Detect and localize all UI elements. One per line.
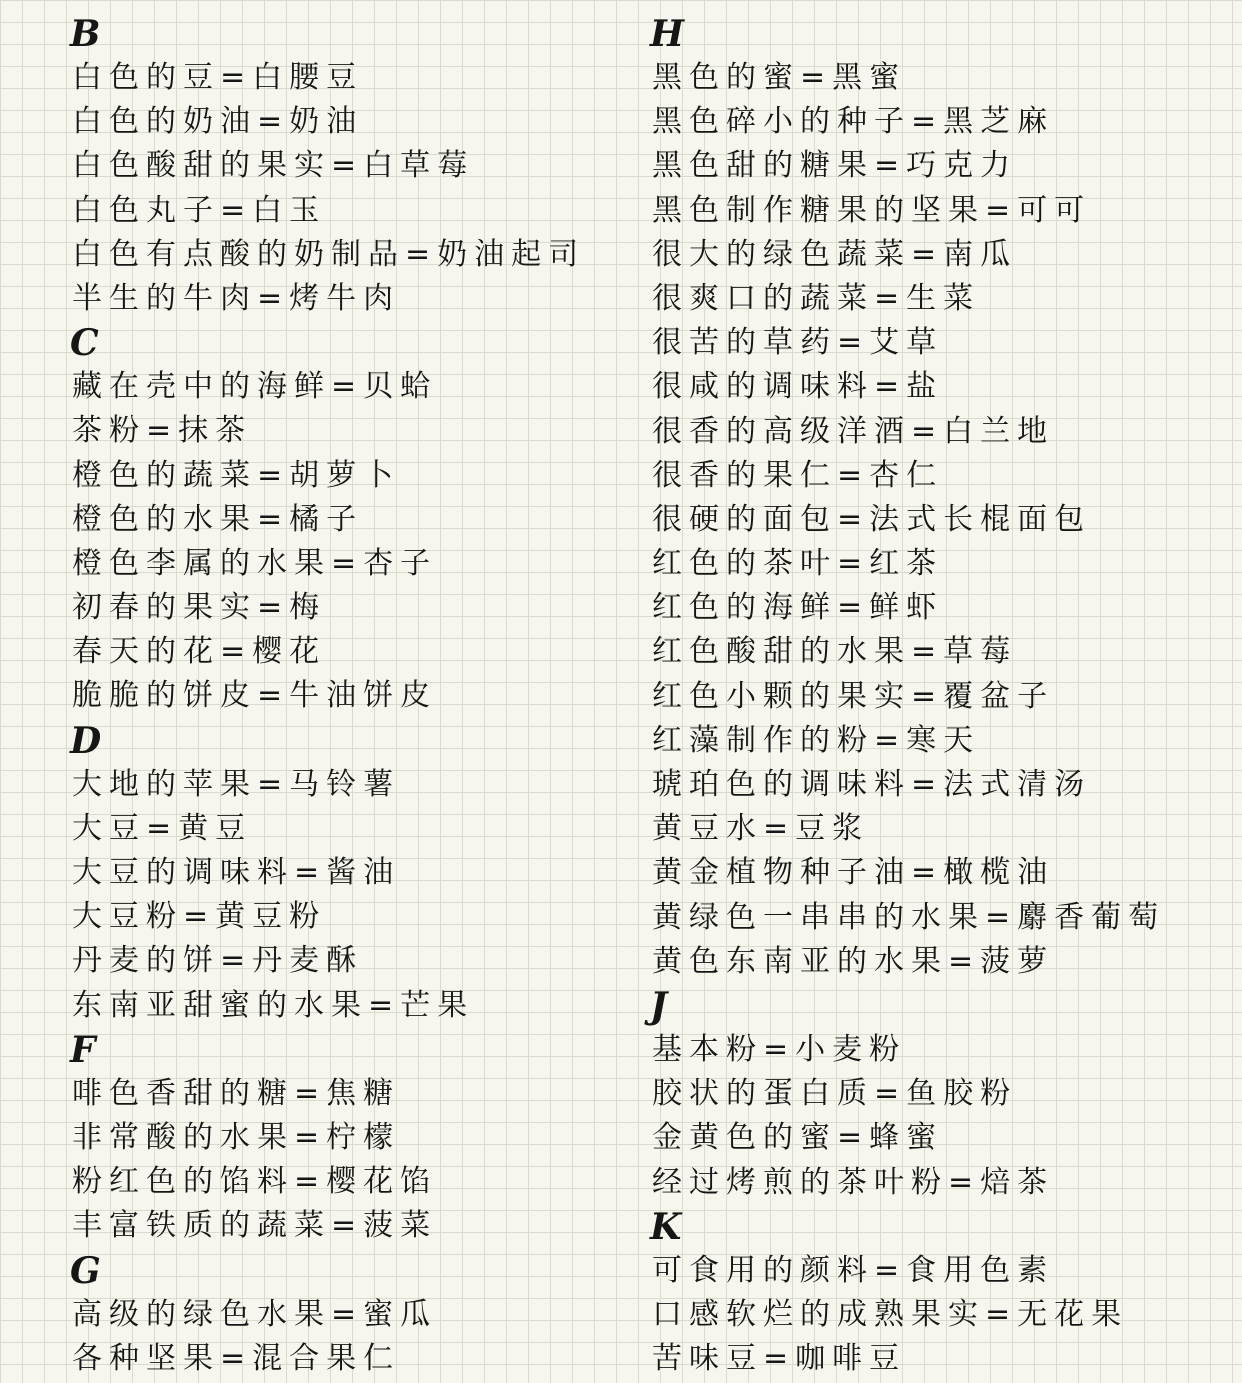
- section-c: [68, 321, 628, 719]
- list-item: 可食用的颜料=食用色素: [652, 1252, 1055, 1288]
- list-item: 大豆粉=黄豆粉: [72, 899, 327, 935]
- left-column: [68, 12, 628, 1381]
- list-item: 春天的花=樱花: [72, 634, 327, 670]
- list-item: 白色的豆=白腰豆: [72, 60, 364, 95]
- list-item: 啡色香甜的糖=焦糖: [72, 1075, 401, 1111]
- list-item: 黑色的蜜=黑蜜: [652, 60, 907, 95]
- list-item: 苦味豆=咖啡豆: [652, 1341, 907, 1377]
- list-item: 非常酸的水果=柠檬: [72, 1119, 401, 1155]
- section-g: [68, 1249, 628, 1381]
- section-letter: H: [650, 13, 685, 55]
- list-item: 金黄色的蜜=蜂蜜: [652, 1120, 944, 1156]
- list-item: 红色酸甜的水果=草莓: [652, 634, 1018, 670]
- list-item: 白色的奶油=奶油: [72, 104, 364, 140]
- right-column: [648, 12, 1233, 1381]
- list-item: 橙色李属的水果=杏子: [72, 545, 438, 581]
- section-letter: G: [70, 1249, 101, 1292]
- list-item: 黄色东南亚的水果=菠萝: [652, 943, 1055, 979]
- list-item: 经过烤煎的茶叶粉=焙茶: [652, 1164, 1055, 1200]
- list-item: 很咸的调味料=盐: [652, 369, 944, 405]
- list-item: 基本粉=小麦粉: [652, 1031, 907, 1067]
- section-f: [68, 1028, 628, 1249]
- section-b: [68, 12, 628, 321]
- list-item: 大豆的调味料=酱油: [72, 855, 401, 890]
- list-item: 琥珀色的调味料=法式清汤: [652, 767, 1092, 802]
- list-item: 半生的牛肉=烤牛肉: [72, 280, 401, 316]
- list-item: 黑色碎小的种子=黑芝麻: [652, 104, 1055, 140]
- list-item: 白色丸子=白玉: [72, 192, 327, 228]
- list-item: 藏在壳中的海鲜=贝蛤: [72, 369, 438, 405]
- list-item: 东南亚甜蜜的水果=芒果: [72, 987, 475, 1023]
- list-item: 橙色的蔬菜=胡萝卜: [72, 457, 401, 493]
- list-item: 黑色制作糖果的坚果=可可: [652, 192, 1092, 228]
- list-item: 高级的绿色水果=蜜瓜: [72, 1296, 438, 1332]
- section-letter: B: [70, 13, 101, 55]
- list-item: 很香的果仁=杏仁: [652, 457, 944, 493]
- list-item: 很苦的草药=艾草: [652, 325, 944, 361]
- list-item: 胶状的蛋白质=鱼胶粉: [652, 1076, 1018, 1112]
- list-item: 黑色甜的糖果=巧克力: [652, 148, 1018, 184]
- list-item: 红色的海鲜=鲜虾: [652, 590, 944, 626]
- list-item: 各种坚果=混合果仁: [72, 1340, 401, 1376]
- list-item: 很大的绿色蔬菜=南瓜: [652, 236, 1018, 272]
- list-item: 初春的果实=梅: [72, 590, 327, 626]
- list-item: 很香的高级洋酒=白兰地: [652, 413, 1055, 449]
- section-d: [68, 719, 628, 1028]
- section-letter: J: [650, 984, 668, 1027]
- list-item: 大地的苹果=马铃薯: [72, 766, 401, 802]
- list-item: 茶粉=抹茶: [72, 413, 253, 449]
- list-item: 黄绿色一串串的水果=麝香葡萄: [652, 899, 1166, 935]
- list-item: 丹麦的饼=丹麦酥: [72, 943, 364, 979]
- list-item: 白色酸甜的果实=白草莓: [72, 148, 475, 184]
- list-item: 很硬的面包=法式长棍面包: [652, 501, 1092, 537]
- list-item: 口感软烂的成熟果实=无花果: [652, 1296, 1129, 1332]
- section-j: [648, 984, 1233, 1205]
- list-item: 大豆=黄豆: [72, 810, 253, 846]
- list-item: 白色有点酸的奶制品=奶油起司: [72, 236, 586, 272]
- list-item: 黄豆水=豆浆: [652, 811, 870, 847]
- section-letter: K: [650, 1205, 682, 1248]
- section-letter: F: [70, 1028, 96, 1071]
- section-h: [648, 12, 1233, 984]
- section-letter: D: [70, 719, 102, 762]
- section-letter: C: [70, 322, 99, 365]
- list-item: 很爽口的蔬菜=生菜: [652, 280, 981, 316]
- list-item: 脆脆的饼皮=牛油饼皮: [72, 678, 438, 714]
- list-item: 红藻制作的粉=寒天: [652, 722, 981, 758]
- list-item: 粉红色的馅料=樱花馅: [72, 1164, 438, 1200]
- list-item: 黄金植物种子油=橄榄油: [652, 855, 1055, 891]
- list-item: 红色的茶叶=红茶: [652, 546, 944, 582]
- list-item: 橙色的水果=橘子: [72, 501, 364, 537]
- list-item: 红色小颗的果实=覆盆子: [652, 678, 1055, 714]
- section-k: [648, 1205, 1233, 1382]
- list-item: 丰富铁质的蔬菜=菠菜: [72, 1208, 438, 1244]
